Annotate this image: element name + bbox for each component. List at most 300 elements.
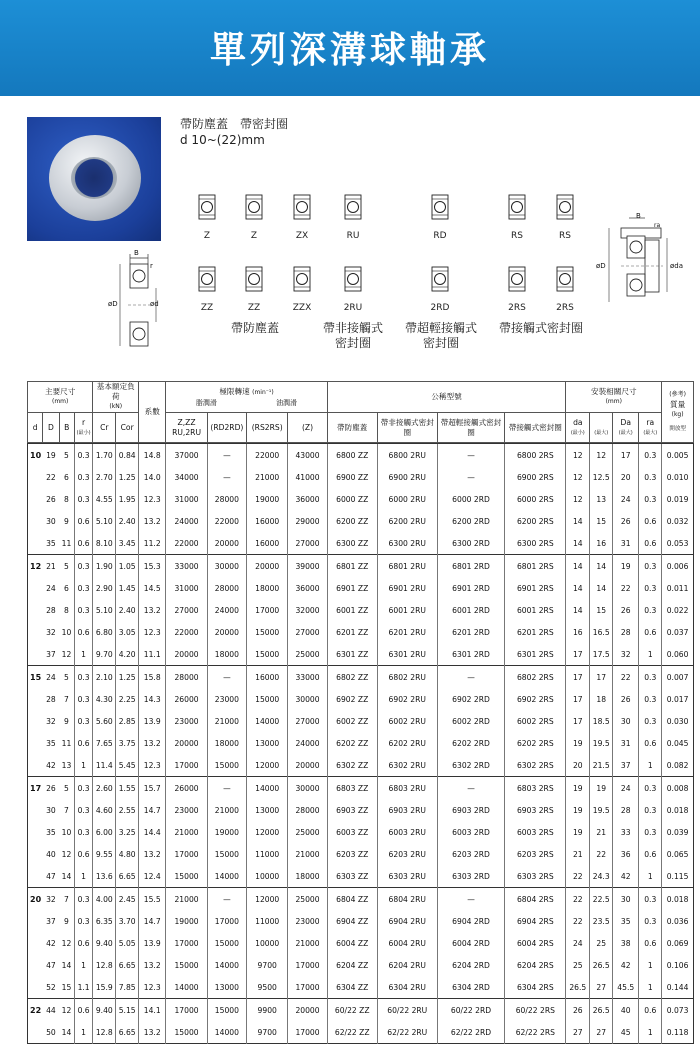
table-cell: 3.70 xyxy=(116,910,139,932)
table-cell: 1 xyxy=(74,643,93,666)
table-cell: 15 xyxy=(590,599,613,621)
table-cell: 0.073 xyxy=(662,999,694,1022)
table-cell: 4.55 xyxy=(93,488,116,510)
table-cell: 12 xyxy=(61,649,72,659)
table-cell: 30000 xyxy=(288,688,327,710)
table-cell: 6904 ZZ xyxy=(327,910,377,932)
table-cell: 24000 xyxy=(288,732,327,754)
table-row xyxy=(28,488,694,510)
table-cell: 0.3 xyxy=(74,577,93,599)
table-cell: 27000 xyxy=(288,621,327,643)
table-cell xyxy=(28,643,43,666)
diagram-top-1-icon xyxy=(242,193,266,223)
diagram-top-2-label: ZX xyxy=(295,231,309,241)
hdr-contact: 帶接觸式密封圈 xyxy=(505,413,566,443)
table-cell: 36 xyxy=(613,843,639,865)
table-cell: 26 xyxy=(613,599,639,621)
diagram-top-5-label: RS xyxy=(511,231,523,241)
table-cell: 19 xyxy=(566,732,590,754)
table-cell: 21 xyxy=(43,555,59,578)
table-cell: 6300 2RS xyxy=(505,532,566,555)
table-cell: 2.40 xyxy=(116,510,139,532)
table-cell: 7.65 xyxy=(93,732,116,754)
table-cell: 20000 xyxy=(288,999,327,1022)
table-cell: 6802 2RU xyxy=(377,666,437,689)
table-cell: 6902 2RU xyxy=(377,688,437,710)
table-cell: 31000 xyxy=(166,577,207,599)
hdr-da: da (最小) xyxy=(566,413,590,443)
table-cell: 6202 2RU xyxy=(377,732,437,754)
table-cell: 60/22 2RD xyxy=(437,999,505,1022)
table-cell: 6000 ZZ xyxy=(327,488,377,510)
table-cell: 12.8 xyxy=(93,1021,116,1044)
diagram-bottom-0-icon xyxy=(195,265,219,295)
mount-label-Da: øD xyxy=(596,262,606,270)
table-cell: 6.00 xyxy=(93,821,116,843)
table-cell: 33 xyxy=(613,821,639,843)
table-cell: 62/22 ZZ xyxy=(327,1021,377,1044)
table-cell: 13.2 xyxy=(139,510,166,532)
mounting-diagram xyxy=(597,210,687,310)
table-cell: 12.3 xyxy=(139,488,166,510)
table-cell: 0.008 xyxy=(662,777,694,800)
table-cell: 22 xyxy=(590,843,613,865)
diagram-bottom-5-icon xyxy=(505,265,529,295)
table-cell: 0.3 xyxy=(74,688,93,710)
table-cell: 26 xyxy=(46,494,56,504)
table-cell: 14 xyxy=(566,532,590,555)
hdr-mounting: 安裝相關尺寸 (mm) xyxy=(566,382,662,413)
table-cell: 6803 ZZ xyxy=(327,777,377,800)
table-cell: 15000 xyxy=(207,754,246,777)
table-cell: 0.065 xyxy=(662,843,694,865)
table-cell: 21000 xyxy=(288,843,327,865)
table-cell: 26 xyxy=(566,999,590,1022)
diagram-bottom-1-icon xyxy=(242,265,266,295)
table-cell: 18000 xyxy=(207,643,246,666)
table-cell: 24000 xyxy=(207,599,246,621)
table-cell: 13.2 xyxy=(139,954,166,976)
table-row xyxy=(28,599,694,621)
table-cell: 1 xyxy=(639,1021,662,1044)
table-cell: 15.7 xyxy=(139,777,166,800)
hdr-zz-ru: Z,ZZ RU,2RU xyxy=(166,413,207,443)
table-cell: 13 xyxy=(61,760,72,770)
table-cell: 0.039 xyxy=(662,821,694,843)
table-cell: 0.3 xyxy=(74,444,93,467)
table-cell: 15 xyxy=(28,666,43,689)
table-cell: 10 xyxy=(61,827,72,837)
table-cell: 20000 xyxy=(207,621,246,643)
table-cell: 24 xyxy=(613,488,639,510)
table-cell: 4.20 xyxy=(116,643,139,666)
table-cell: 24 xyxy=(46,583,56,593)
diagram-bottom-1-label: ZZ xyxy=(247,303,261,313)
table-cell: 1 xyxy=(74,865,93,888)
table-cell: 15 xyxy=(590,510,613,532)
table-cell: 22 xyxy=(566,910,590,932)
hdr-d: d xyxy=(28,413,43,443)
table-cell: 3.75 xyxy=(116,732,139,754)
table-cell: 0.3 xyxy=(639,910,662,932)
table-cell: 14000 xyxy=(247,710,288,732)
table-cell: 42 xyxy=(46,938,56,948)
hdr-speed: 極限轉速 (min⁻¹) 脂潤滑 油潤滑 xyxy=(166,382,327,413)
table-cell: 9700 xyxy=(247,1021,288,1044)
table-cell: 19.5 xyxy=(590,732,613,754)
table-cell xyxy=(28,754,43,777)
table-cell: 21.5 xyxy=(590,754,613,777)
table-cell: 21 xyxy=(590,821,613,843)
table-cell: — xyxy=(207,666,246,689)
table-cell: 6001 ZZ xyxy=(327,599,377,621)
table-cell: 6904 2RS xyxy=(505,910,566,932)
table-cell: 0.082 xyxy=(662,754,694,777)
spec-table xyxy=(27,381,694,1044)
table-cell xyxy=(28,532,43,555)
table-cell: 15000 xyxy=(207,843,246,865)
table-cell: 52 xyxy=(46,982,56,992)
table-cell: 19 xyxy=(613,555,639,578)
table-cell: 8 xyxy=(64,605,69,615)
diagram-top-3-icon xyxy=(341,193,365,223)
table-cell: 1 xyxy=(639,954,662,976)
table-cell: — xyxy=(437,777,505,800)
table-cell: 6002 2RS xyxy=(505,710,566,732)
table-cell: 6 xyxy=(64,472,69,482)
hdr-rd: (RD2RD) xyxy=(207,413,246,443)
table-cell: 22000 xyxy=(166,621,207,643)
caption-contact-seal: 帶接觸式密封圈 xyxy=(498,321,583,335)
table-cell: 17000 xyxy=(166,843,207,865)
table-cell: 10000 xyxy=(247,932,288,954)
table-row xyxy=(28,1021,694,1044)
table-cell: 15000 xyxy=(247,688,288,710)
table-cell: 20 xyxy=(613,466,639,488)
table-cell: 6201 2RS xyxy=(505,621,566,643)
table-cell: 14 xyxy=(61,960,72,970)
table-cell: 0.144 xyxy=(662,976,694,999)
table-cell: 19 xyxy=(566,777,590,800)
hdr-Da: Da (最大) xyxy=(613,413,639,443)
table-cell: 0.010 xyxy=(662,466,694,488)
table-cell: 1.90 xyxy=(93,555,116,578)
table-cell: 6001 2RU xyxy=(377,599,437,621)
table-cell: 21000 xyxy=(288,932,327,954)
diagram-top-6-icon xyxy=(553,193,577,223)
table-cell: 0.6 xyxy=(639,732,662,754)
diagram-bottom-0-label: ZZ xyxy=(200,303,214,313)
table-cell: 27 xyxy=(590,976,613,999)
caption-ultralight-seal xyxy=(398,321,484,351)
table-cell: 23000 xyxy=(288,910,327,932)
table-cell: 11000 xyxy=(247,910,288,932)
table-cell: — xyxy=(207,444,246,467)
table-cell: 17000 xyxy=(288,954,327,976)
table-cell: 35 xyxy=(613,910,639,932)
table-cell xyxy=(28,910,43,932)
table-cell: 6003 2RD xyxy=(437,821,505,843)
diagram-bottom-2-label: ZZX xyxy=(292,303,312,313)
table-cell: — xyxy=(437,888,505,911)
table-cell: 0.3 xyxy=(74,799,93,821)
table-cell: 31 xyxy=(613,532,639,555)
table-cell: 17 xyxy=(566,710,590,732)
table-cell: 4.30 xyxy=(93,688,116,710)
table-cell: 36000 xyxy=(288,488,327,510)
table-cell: 5 xyxy=(59,777,74,800)
table-row xyxy=(28,821,694,843)
table-cell xyxy=(28,488,43,510)
table-cell: 0.3 xyxy=(74,888,93,911)
table-cell: 2.10 xyxy=(93,666,116,689)
table-cell: 14000 xyxy=(166,976,207,999)
table-row xyxy=(28,799,694,821)
table-cell: 0.3 xyxy=(639,688,662,710)
table-cell: 6303 2RS xyxy=(505,865,566,888)
table-row xyxy=(28,710,694,732)
table-cell: 0.3 xyxy=(639,577,662,599)
caption-ultralight-line1: 帶超輕接觸式 xyxy=(404,321,477,335)
hdr-main-dims: 主要尺寸 (mm) xyxy=(28,382,93,413)
table-cell: 14 xyxy=(566,599,590,621)
table-cell: 16 xyxy=(566,621,590,643)
table-cell: 12.3 xyxy=(139,976,166,999)
diagram-top-5-icon xyxy=(505,193,529,223)
table-cell: 3.45 xyxy=(116,532,139,555)
table-cell: 0.3 xyxy=(639,444,662,467)
table-cell: 0.3 xyxy=(74,910,93,932)
table-cell: 0.3 xyxy=(639,888,662,911)
table-cell: 17 xyxy=(566,688,590,710)
hdr-noncontact: 帶非接觸式密封圈 xyxy=(377,413,437,443)
table-cell: 6204 2RU xyxy=(377,954,437,976)
table-cell: 17000 xyxy=(166,932,207,954)
table-row xyxy=(28,888,694,911)
diagram-bottom-6-icon xyxy=(553,265,577,295)
table-cell: 9 xyxy=(64,916,69,926)
hdr-cr: Cr xyxy=(93,413,116,443)
table-cell xyxy=(28,865,43,888)
table-cell: 2.25 xyxy=(116,688,139,710)
table-cell: 0.019 xyxy=(662,488,694,510)
dim-label-d: ød xyxy=(150,300,159,308)
table-cell: 28000 xyxy=(166,666,207,689)
table-cell: 24 xyxy=(566,932,590,954)
table-cell: 0.045 xyxy=(662,732,694,754)
table-cell: 15 xyxy=(61,982,72,992)
table-cell: 0.3 xyxy=(74,466,93,488)
product-description xyxy=(180,116,288,148)
hdr-dust: 帶防塵蓋 xyxy=(327,413,377,443)
table-cell: 21000 xyxy=(247,466,288,488)
table-cell: 6801 2RS xyxy=(505,555,566,578)
diagram-top-0-label: Z xyxy=(203,231,211,241)
table-cell: 1.25 xyxy=(116,666,139,689)
diagram-bottom-4-icon xyxy=(428,265,452,295)
table-cell: 21000 xyxy=(207,710,246,732)
table-cell: 6.65 xyxy=(116,954,139,976)
table-cell: 6903 ZZ xyxy=(327,799,377,821)
table-cell: 6900 2RU xyxy=(377,466,437,488)
table-cell: 2.70 xyxy=(93,466,116,488)
table-cell: 6801 2RD xyxy=(437,555,505,578)
table-cell: 9.40 xyxy=(93,999,116,1022)
table-row xyxy=(28,643,694,666)
table-cell: 24 xyxy=(613,777,639,800)
table-cell: 22000 xyxy=(207,510,246,532)
hdr-load: 基本額定負荷 (kN) xyxy=(93,382,139,413)
table-cell: 26.5 xyxy=(590,954,613,976)
table-cell: 26.5 xyxy=(566,976,590,999)
table-cell: 14 xyxy=(590,577,613,599)
table-cell: 26 xyxy=(613,510,639,532)
table-cell: 0.6 xyxy=(639,532,662,555)
table-cell: 14.3 xyxy=(139,688,166,710)
table-row xyxy=(28,532,694,555)
table-cell: 6000 2RS xyxy=(505,488,566,510)
table-cell: 14.7 xyxy=(139,799,166,821)
table-cell: 0.6 xyxy=(639,621,662,643)
table-cell: 14.8 xyxy=(139,444,166,467)
table-cell xyxy=(28,577,43,599)
table-cell: 47 xyxy=(46,871,56,881)
table-cell xyxy=(28,510,43,532)
diagram-top-0-icon xyxy=(195,193,219,223)
table-cell: 0.6 xyxy=(74,510,93,532)
table-cell: 9700 xyxy=(247,954,288,976)
table-cell: 6304 2RS xyxy=(505,976,566,999)
table-cell: 14000 xyxy=(207,865,246,888)
table-cell: 5.45 xyxy=(116,754,139,777)
table-cell: 0.3 xyxy=(74,710,93,732)
table-cell: 11 xyxy=(61,738,72,748)
diagram-bottom-6-label: 2RS xyxy=(556,303,574,313)
table-cell: 24000 xyxy=(166,510,207,532)
table-cell: 0.6 xyxy=(639,999,662,1022)
table-cell: 45 xyxy=(613,1021,639,1044)
table-cell: 20000 xyxy=(207,532,246,555)
table-cell: 6901 2RU xyxy=(377,577,437,599)
table-cell: 28000 xyxy=(288,799,327,821)
table-cell xyxy=(28,732,43,754)
table-cell: 6800 2RU xyxy=(377,444,437,467)
table-cell: 20000 xyxy=(288,754,327,777)
table-cell: 21000 xyxy=(166,821,207,843)
table-cell: 13.2 xyxy=(139,732,166,754)
hdr-D: D xyxy=(43,413,59,443)
table-cell: 6003 2RU xyxy=(377,821,437,843)
table-cell: 1.95 xyxy=(116,488,139,510)
dim-label-D: øD xyxy=(108,300,118,308)
table-cell: 0.3 xyxy=(639,599,662,621)
table-row xyxy=(28,444,694,467)
diagram-top-4-label: RD xyxy=(433,231,447,241)
table-row xyxy=(28,976,694,999)
table-cell: 32000 xyxy=(288,599,327,621)
table-cell: 6204 ZZ xyxy=(327,954,377,976)
caption-dust-cover: 帶防塵蓋 xyxy=(230,321,279,335)
table-cell: 5.60 xyxy=(93,710,116,732)
table-row xyxy=(28,843,694,865)
table-cell: 6200 2RS xyxy=(505,510,566,532)
table-cell: 32 xyxy=(46,627,56,637)
table-cell: 6800 2RS xyxy=(505,444,566,467)
table-cell: 17 xyxy=(566,666,590,689)
table-cell: 22 xyxy=(566,888,590,911)
table-cell: 24.3 xyxy=(590,865,613,888)
table-cell: 15000 xyxy=(247,643,288,666)
hdr-B: B xyxy=(59,413,74,443)
table-cell: 35 xyxy=(46,538,56,548)
table-cell: 6204 2RD xyxy=(437,954,505,976)
table-cell: 1.55 xyxy=(116,777,139,800)
table-cell: 6804 2RU xyxy=(377,888,437,911)
hdr-cor: Cor xyxy=(116,413,139,443)
table-cell: 6902 2RD xyxy=(437,688,505,710)
table-cell: 9.70 xyxy=(93,643,116,666)
table-cell: 28000 xyxy=(207,488,246,510)
table-cell: 23000 xyxy=(166,710,207,732)
table-cell: 29000 xyxy=(288,510,327,532)
table-cell: 38 xyxy=(613,932,639,954)
table-cell: 22 xyxy=(613,666,639,689)
table-cell: 14.7 xyxy=(139,910,166,932)
table-cell: 13.2 xyxy=(139,1021,166,1044)
table-cell: 6302 2RD xyxy=(437,754,505,777)
table-cell: 28 xyxy=(613,799,639,821)
table-cell: 6201 2RD xyxy=(437,621,505,643)
table-cell: 14.0 xyxy=(139,466,166,488)
table-cell: 12 xyxy=(566,444,590,467)
table-row xyxy=(28,754,694,777)
table-cell: 19.5 xyxy=(590,799,613,821)
table-cell: 18000 xyxy=(207,732,246,754)
mount-label-ra: ra xyxy=(654,222,661,229)
table-cell: 0.030 xyxy=(662,710,694,732)
table-cell: 6203 ZZ xyxy=(327,843,377,865)
table-cell: 6.65 xyxy=(116,1021,139,1044)
table-cell: 43000 xyxy=(288,444,327,467)
table-cell: 6802 2RS xyxy=(505,666,566,689)
table-cell: 20000 xyxy=(166,732,207,754)
table-cell: 0.3 xyxy=(639,821,662,843)
table-cell: 5.05 xyxy=(116,932,139,954)
table-cell: 5 xyxy=(59,555,74,578)
table-cell: 26 xyxy=(43,777,59,800)
table-cell: 17000 xyxy=(247,599,288,621)
hdr-mass: (參考) 質量 (kg) 開放型 xyxy=(662,382,694,443)
table-cell: 5 xyxy=(59,666,74,689)
table-cell: 62/22 2RS xyxy=(505,1021,566,1044)
table-cell: — xyxy=(437,444,505,467)
table-cell: 2.60 xyxy=(93,777,116,800)
table-cell: 2.90 xyxy=(93,577,116,599)
hdr-r: r (最小) xyxy=(74,413,93,443)
table-cell: 27 xyxy=(566,1021,590,1044)
table-cell: 6902 2RS xyxy=(505,688,566,710)
table-cell: 13000 xyxy=(207,976,246,999)
table-cell: 15000 xyxy=(166,1021,207,1044)
table-cell: 6300 2RU xyxy=(377,532,437,555)
hdr-z: (Z) xyxy=(288,413,327,443)
table-cell: 0.032 xyxy=(662,510,694,532)
table-cell: 11000 xyxy=(247,843,288,865)
table-cell: 12 xyxy=(590,444,613,467)
table-cell: 20 xyxy=(28,888,43,911)
dim-label-r: r xyxy=(150,262,153,270)
table-cell: 6002 2RU xyxy=(377,710,437,732)
